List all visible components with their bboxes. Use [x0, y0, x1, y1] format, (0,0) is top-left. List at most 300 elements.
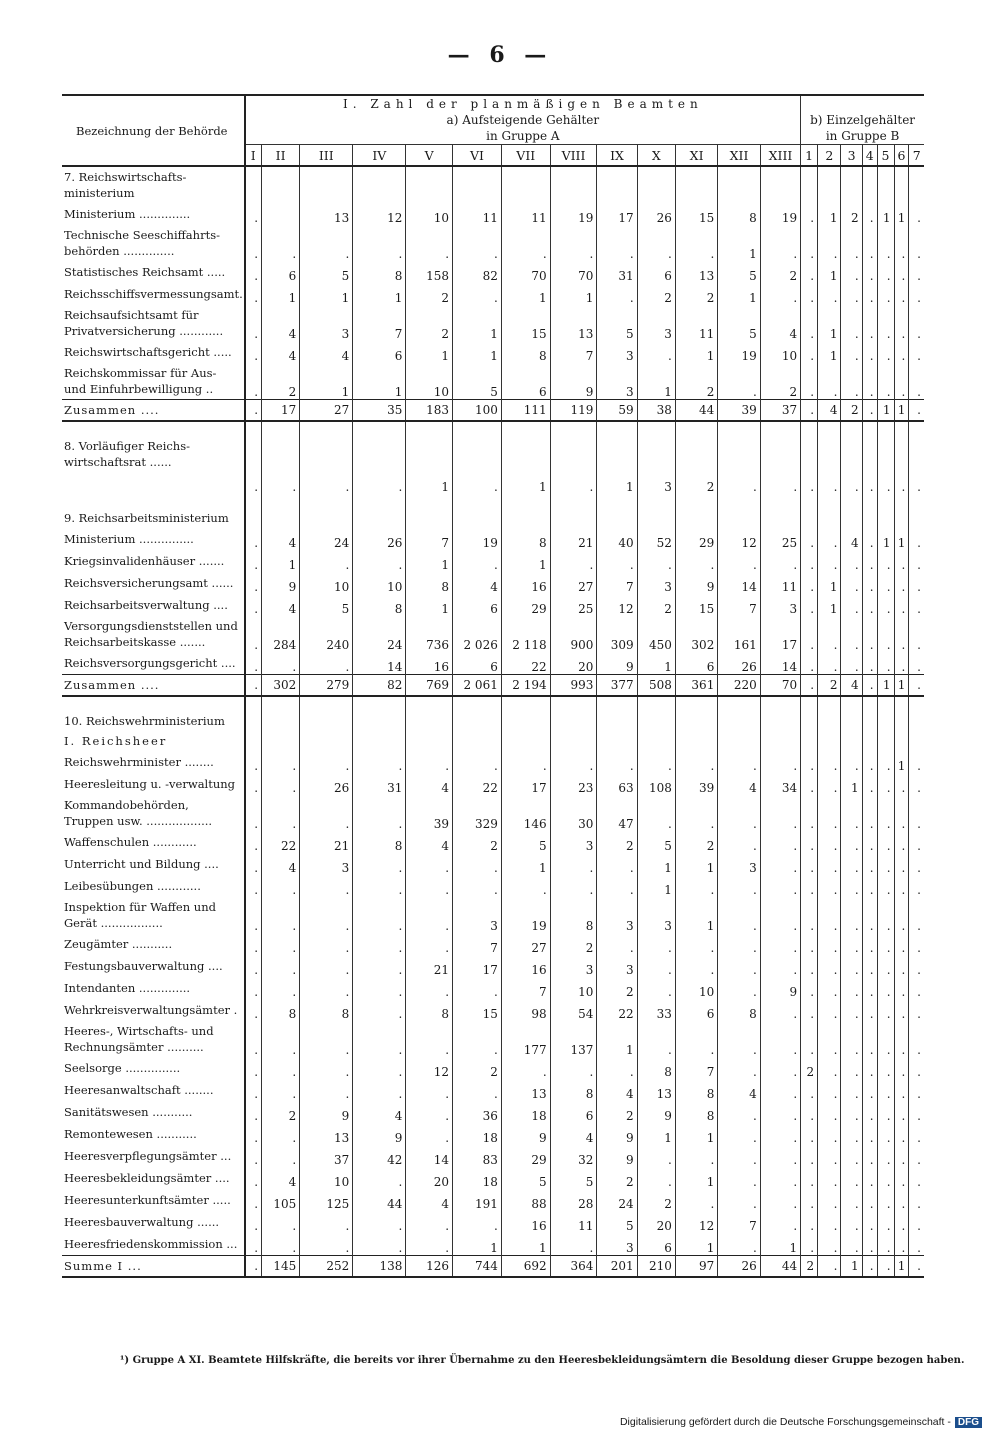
cell-value — [909, 494, 924, 508]
cell-value: . — [894, 1057, 909, 1079]
cell-value: 2 — [818, 675, 841, 697]
cell-value — [718, 731, 760, 751]
cell-value: . — [818, 550, 841, 572]
cell-value: 119 — [550, 400, 597, 422]
table-row — [62, 1079, 924, 1101]
cell-value: 8 — [550, 1079, 597, 1101]
cell-value: 22 — [453, 773, 502, 795]
cell-value: 12 — [597, 594, 637, 616]
cell-value: . — [909, 955, 924, 977]
cell-value: . — [841, 1211, 862, 1233]
cell-value: . — [501, 1057, 550, 1079]
cell-value — [818, 436, 841, 472]
cell-value: 1 — [501, 1233, 550, 1256]
cell-value: . — [300, 1021, 353, 1057]
cell-value — [894, 508, 909, 528]
table-row — [62, 751, 924, 773]
section-title — [62, 166, 924, 203]
cell-value: . — [353, 897, 406, 933]
cell-value: . — [300, 472, 353, 494]
cell-value: . — [841, 751, 862, 773]
cell-value: 4 — [353, 1101, 406, 1123]
cell-value: . — [818, 933, 841, 955]
cell-value: . — [841, 831, 862, 853]
cell-value — [894, 711, 909, 731]
cell-value: 2 — [597, 831, 637, 853]
cell-value: 8 — [353, 261, 406, 283]
row-label: Reichskommissar für Aus- und Einfuhrbewilligung .. — [64, 366, 217, 396]
cell-value — [801, 508, 818, 528]
cell-value: . — [801, 853, 818, 875]
cell-value: . — [818, 875, 841, 897]
cell-value: . — [894, 977, 909, 999]
cell-value — [894, 494, 909, 508]
table-row — [62, 1145, 924, 1167]
cell-value: 23 — [550, 773, 597, 795]
row-label: Ministerium ............... — [64, 532, 194, 546]
cell-value: 2 061 — [453, 675, 502, 697]
cell-value: 88 — [501, 1189, 550, 1211]
cell-value — [453, 494, 502, 508]
cell-value: . — [877, 795, 894, 831]
cell-value: . — [245, 341, 262, 363]
cell-value — [550, 696, 597, 711]
cell-value: . — [862, 1021, 877, 1057]
cell-value: 1 — [877, 203, 894, 225]
cell-value — [406, 166, 453, 203]
cell-value: 9 — [597, 1145, 637, 1167]
cell-value: . — [909, 933, 924, 955]
cell-value: . — [801, 773, 818, 795]
cell-value: . — [801, 875, 818, 897]
cell-value: 4 — [718, 1079, 760, 1101]
cell-value: . — [841, 572, 862, 594]
cell-value: . — [801, 283, 818, 305]
cell-value: 8 — [675, 1079, 717, 1101]
cell-value: 7 — [675, 1057, 717, 1079]
cell-value: . — [894, 875, 909, 897]
cell-value: 1 — [550, 283, 597, 305]
cell-value: . — [894, 1145, 909, 1167]
row-label: 8. Vorläufiger Reichs-wirtschaftsrat ...... — [64, 439, 191, 469]
cell-value: . — [760, 1021, 800, 1057]
cell-value: . — [718, 1189, 760, 1211]
cell-value — [353, 421, 406, 436]
column-header-ix: IX — [597, 145, 637, 167]
cell-value: . — [909, 305, 924, 341]
table-row — [62, 853, 924, 875]
cell-value — [862, 731, 877, 751]
cell-value: . — [841, 795, 862, 831]
cell-value — [300, 508, 353, 528]
row-label: Reichswehrminister ........ — [64, 755, 214, 769]
cell-value: . — [406, 1101, 453, 1123]
cell-value: . — [862, 203, 877, 225]
cell-value: . — [862, 1123, 877, 1145]
cell-value: 16 — [406, 652, 453, 675]
cell-value: 6 — [353, 341, 406, 363]
cell-value — [262, 494, 300, 508]
cell-value: 2 — [262, 1101, 300, 1123]
cell-value: 70 — [550, 261, 597, 283]
cell-value: . — [353, 875, 406, 897]
cell-value: 5 — [597, 305, 637, 341]
cell-value: 33 — [637, 999, 675, 1021]
cell-value: . — [862, 1189, 877, 1211]
cell-value: . — [877, 1189, 894, 1211]
cell-value — [637, 421, 675, 436]
cell-value: . — [877, 572, 894, 594]
cell-value: 108 — [637, 773, 675, 795]
cell-value: 25 — [550, 594, 597, 616]
cell-value: 4 — [300, 341, 353, 363]
cell-value: . — [406, 751, 453, 773]
cell-value: 16 — [501, 1211, 550, 1233]
cell-value — [501, 508, 550, 528]
cell-value: 1 — [894, 203, 909, 225]
cell-value: . — [862, 225, 877, 261]
cell-value: 1 — [637, 1123, 675, 1145]
cell-value: 6 — [675, 652, 717, 675]
cell-value: . — [760, 1079, 800, 1101]
cell-value: 14 — [406, 1145, 453, 1167]
cell-value: . — [718, 1145, 760, 1167]
cell-value — [909, 508, 924, 528]
cell-value — [245, 494, 262, 508]
cell-value: . — [760, 955, 800, 977]
cell-value: . — [597, 853, 637, 875]
cell-value: . — [262, 1233, 300, 1256]
cell-value: . — [801, 528, 818, 550]
cell-value: 7 — [597, 572, 637, 594]
cell-value: . — [353, 999, 406, 1021]
cell-value: . — [818, 773, 841, 795]
cell-value: 1 — [877, 528, 894, 550]
cell-value: 27 — [501, 933, 550, 955]
cell-value: 98 — [501, 999, 550, 1021]
cell-value — [862, 421, 877, 436]
cell-value: 1 — [353, 363, 406, 400]
cell-value: . — [801, 1101, 818, 1123]
cell-value: 2 — [262, 363, 300, 400]
cell-value: 1 — [841, 773, 862, 795]
cell-value: . — [818, 225, 841, 261]
cell-value: . — [718, 751, 760, 773]
cell-value: . — [909, 1145, 924, 1167]
cell-value: . — [300, 933, 353, 955]
cell-value: . — [877, 1145, 894, 1167]
cell-value: . — [406, 1021, 453, 1057]
cell-value: 2 — [841, 203, 862, 225]
cell-value: . — [841, 341, 862, 363]
cell-value — [675, 696, 717, 711]
cell-value: . — [300, 1079, 353, 1101]
cell-value: . — [406, 897, 453, 933]
cell-value: 19 — [453, 528, 502, 550]
cell-value: . — [841, 363, 862, 400]
cell-value: . — [818, 1021, 841, 1057]
cell-value — [841, 421, 862, 436]
cell-value: 13 — [501, 1079, 550, 1101]
cell-value: 22 — [501, 652, 550, 675]
cell-value: 13 — [675, 261, 717, 283]
column-header-7: 7 — [909, 145, 924, 167]
cell-value: . — [877, 1256, 894, 1278]
cell-value: 2 — [453, 1057, 502, 1079]
cell-value: 12 — [675, 1211, 717, 1233]
cell-value — [675, 421, 717, 436]
cell-value — [862, 508, 877, 528]
cell-value: 2 — [801, 1256, 818, 1278]
cell-value: 37 — [760, 400, 800, 422]
cell-value: . — [877, 773, 894, 795]
cell-value: . — [245, 550, 262, 572]
cell-value: 1 — [262, 283, 300, 305]
cell-value: 7 — [453, 933, 502, 955]
cell-value — [262, 166, 300, 203]
cell-value: . — [597, 933, 637, 955]
cell-value: . — [353, 472, 406, 494]
column-header-5: 5 — [877, 145, 894, 167]
cell-value: . — [550, 1057, 597, 1079]
cell-value: . — [818, 853, 841, 875]
cell-value: . — [760, 225, 800, 261]
cell-value: . — [818, 283, 841, 305]
cell-value: . — [862, 831, 877, 853]
cell-value: 59 — [597, 400, 637, 422]
cell-value: 4 — [550, 1123, 597, 1145]
cell-value — [675, 436, 717, 472]
cell-value: 1 — [675, 1233, 717, 1256]
cell-value: . — [862, 897, 877, 933]
cell-value: . — [300, 550, 353, 572]
cell-value: 1 — [675, 897, 717, 933]
cell-value: . — [909, 616, 924, 652]
cell-value: . — [406, 853, 453, 875]
cell-value: 6 — [453, 652, 502, 675]
column-header-viii: VIII — [550, 145, 597, 167]
cell-value: . — [637, 341, 675, 363]
cell-value — [597, 166, 637, 203]
cell-value: 10 — [675, 977, 717, 999]
cell-value: 11 — [760, 572, 800, 594]
total-row — [62, 1256, 924, 1278]
table-row — [62, 594, 924, 616]
cell-value: . — [841, 1189, 862, 1211]
cell-value: 2 — [406, 283, 453, 305]
cell-value: 1 — [894, 1256, 909, 1278]
cell-value: 1 — [453, 341, 502, 363]
cell-value: . — [453, 875, 502, 897]
cell-value: 3 — [597, 1233, 637, 1256]
cell-value: 2 — [453, 831, 502, 853]
cell-value: 11 — [501, 203, 550, 225]
cell-value: . — [718, 472, 760, 494]
cell-value — [862, 166, 877, 203]
cell-value: . — [818, 528, 841, 550]
cell-value: . — [877, 1057, 894, 1079]
cell-value: . — [877, 1021, 894, 1057]
cell-value: . — [801, 831, 818, 853]
spacer-row — [62, 494, 924, 508]
cell-value: . — [245, 933, 262, 955]
cell-value: 3 — [718, 853, 760, 875]
cell-value: . — [300, 955, 353, 977]
cell-value: 145 — [262, 1256, 300, 1278]
table-row — [62, 795, 924, 831]
cell-value: 44 — [760, 1256, 800, 1278]
cell-value: 39 — [406, 795, 453, 831]
cell-value: 8 — [501, 341, 550, 363]
cell-value — [718, 421, 760, 436]
cell-value: . — [597, 283, 637, 305]
cell-value: . — [841, 1079, 862, 1101]
cell-value: 27 — [300, 400, 353, 422]
row-label: Reichsarbeitsverwaltung .... — [64, 598, 228, 612]
cell-value: . — [245, 363, 262, 400]
cell-value: 692 — [501, 1256, 550, 1278]
cell-value: . — [862, 675, 877, 697]
cell-value — [841, 494, 862, 508]
cell-value: 29 — [501, 1145, 550, 1167]
table-row — [62, 1189, 924, 1211]
cell-value — [550, 166, 597, 203]
cell-value: . — [894, 853, 909, 875]
cell-value — [801, 731, 818, 751]
row-label: Heeresleitung u. -verwaltung — [64, 777, 236, 791]
cell-value: . — [894, 795, 909, 831]
cell-value: 20 — [637, 1211, 675, 1233]
cell-value: 1 — [597, 1021, 637, 1057]
cell-value — [550, 731, 597, 751]
cell-value: . — [406, 1123, 453, 1145]
cell-value — [675, 508, 717, 528]
cell-value: 7 — [550, 341, 597, 363]
cell-value — [353, 731, 406, 751]
cell-value: . — [353, 1021, 406, 1057]
cell-value: 1 — [818, 305, 841, 341]
cell-value: 7 — [718, 594, 760, 616]
cell-value: 9 — [637, 1101, 675, 1123]
cell-value: . — [801, 1167, 818, 1189]
cell-value: . — [262, 795, 300, 831]
cell-value: . — [300, 795, 353, 831]
cell-value — [675, 711, 717, 731]
section-title — [62, 508, 924, 528]
cell-value: . — [877, 305, 894, 341]
cell-value: . — [453, 977, 502, 999]
cell-value: 4 — [406, 1189, 453, 1211]
cell-value: . — [550, 472, 597, 494]
cell-value — [760, 696, 800, 711]
cell-value — [637, 731, 675, 751]
cell-value: 9 — [597, 1123, 637, 1145]
section-subtitle — [62, 731, 924, 751]
cell-value: 19 — [550, 203, 597, 225]
cell-value: 1 — [597, 472, 637, 494]
cell-value: 15 — [453, 999, 502, 1021]
cell-value: . — [453, 283, 502, 305]
cell-value: 1 — [894, 528, 909, 550]
cell-value: 1 — [406, 550, 453, 572]
cell-value — [453, 166, 502, 203]
cell-value: 5 — [718, 261, 760, 283]
cell-value: . — [894, 652, 909, 675]
cell-value — [501, 166, 550, 203]
cell-value — [501, 696, 550, 711]
cell-value — [801, 711, 818, 731]
cell-value: . — [637, 1167, 675, 1189]
cell-value: . — [637, 1145, 675, 1167]
cell-value — [597, 696, 637, 711]
cell-value: . — [909, 550, 924, 572]
row-label: Festungsbauverwaltung .... — [64, 959, 223, 973]
cell-value — [262, 203, 300, 225]
cell-value: 1 — [894, 675, 909, 697]
cell-value: . — [353, 1167, 406, 1189]
cell-value: . — [818, 977, 841, 999]
cell-value — [406, 731, 453, 751]
cell-value: . — [841, 305, 862, 341]
cell-value: . — [760, 831, 800, 853]
cell-value: 2 — [597, 977, 637, 999]
cell-value: 16 — [501, 955, 550, 977]
cell-value: 125 — [300, 1189, 353, 1211]
cell-value: 4 — [841, 528, 862, 550]
cell-value: 3 — [597, 341, 637, 363]
cell-value: . — [801, 933, 818, 955]
cell-value: . — [877, 363, 894, 400]
cell-value — [675, 731, 717, 751]
table-row — [62, 283, 924, 305]
cell-value — [760, 731, 800, 751]
cell-value — [300, 436, 353, 472]
cell-value: . — [801, 1233, 818, 1256]
cell-value — [818, 494, 841, 508]
credit-text: Digitalisierung gefördert durch die Deutsche Forschungsgemeinschaft - — [619, 1416, 951, 1428]
table-row — [62, 1211, 924, 1233]
cell-value: . — [262, 1211, 300, 1233]
cell-value: 900 — [550, 616, 597, 652]
cell-value — [877, 731, 894, 751]
cell-value — [406, 421, 453, 436]
cell-value: 9 — [353, 1123, 406, 1145]
cell-value: 9 — [760, 977, 800, 999]
cell-value: . — [760, 1101, 800, 1123]
cell-value: 25 — [760, 528, 800, 550]
header-title: I. Zahl der planmäßigen Beamten — [342, 97, 703, 111]
cell-value — [841, 436, 862, 472]
cell-value — [245, 696, 262, 711]
cell-value: . — [718, 550, 760, 572]
cell-value: 7 — [406, 528, 453, 550]
cell-value: 30 — [550, 795, 597, 831]
cell-value: . — [718, 795, 760, 831]
cell-value — [801, 436, 818, 472]
column-header-vi: VI — [453, 145, 502, 167]
cell-value — [877, 711, 894, 731]
cell-value: . — [841, 472, 862, 494]
cell-value: . — [909, 400, 924, 422]
cell-value: . — [909, 1233, 924, 1256]
cell-value: 24 — [300, 528, 353, 550]
cell-value: . — [877, 616, 894, 652]
cell-value: 31 — [353, 773, 406, 795]
cell-value: . — [262, 875, 300, 897]
cell-value: . — [909, 1167, 924, 1189]
cell-value: . — [262, 1123, 300, 1145]
cell-value: 27 — [550, 572, 597, 594]
